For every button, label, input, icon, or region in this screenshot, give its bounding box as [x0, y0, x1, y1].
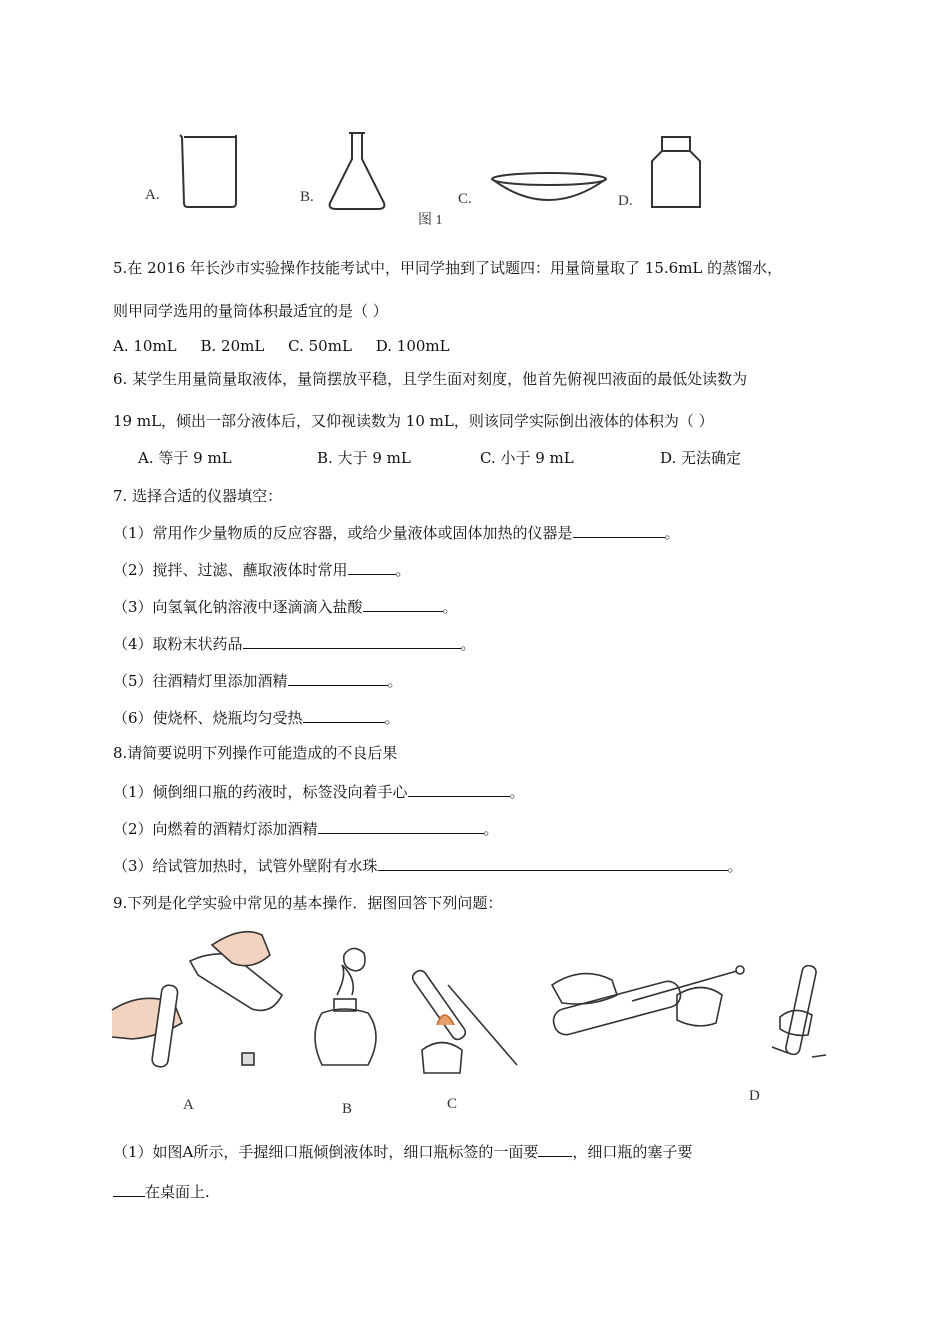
- q7-item-6: [113, 707, 400, 728]
- q7-answer-blank-1[interactable]: [573, 522, 665, 538]
- figure-9: [112, 925, 872, 1125]
- figure-9-label-a: A: [183, 1097, 194, 1113]
- q9-sub-1-line-2: [113, 1181, 210, 1202]
- beaker-drawing: [180, 135, 236, 207]
- q6-option-b: B. 大于 9 mL: [317, 449, 411, 467]
- q7-item-4-text: （4）取粉末状药品: [113, 635, 243, 653]
- q7-title: 7. 选择合适的仪器填空：: [113, 487, 283, 505]
- conical-flask-drawing: [330, 133, 385, 209]
- q6-option-d: D. 无法确定: [660, 449, 742, 467]
- q9-sub-1-line-1: [113, 1141, 692, 1162]
- q9-sub-1-text-c: 在桌面上.: [145, 1183, 210, 1201]
- figure-1-label-d: D.: [618, 193, 633, 209]
- q6-option-c: C. 小于 9 mL: [480, 449, 574, 467]
- figure-1-label-c: C.: [458, 191, 472, 207]
- q7-item-6-text: （6）使烧杯、烧瓶均匀受热: [113, 709, 303, 727]
- pouring-liquid-drawing: [112, 932, 282, 1068]
- q7-answer-blank-6[interactable]: [303, 707, 385, 723]
- q7-item-3: [113, 596, 458, 617]
- q8-item-2-end: 。: [483, 820, 499, 838]
- q7-item-2-end: 。: [395, 561, 411, 579]
- q7-item-5: [113, 670, 403, 691]
- q7-item-1-end: 。: [664, 524, 680, 542]
- q8-item-1-text: （1）倾倒细口瓶的药液时，标签没向着手心: [113, 783, 408, 801]
- q7-item-2: [113, 559, 411, 580]
- q8-answer-blank-3[interactable]: [378, 855, 728, 871]
- q8-item-1-end: 。: [509, 783, 525, 801]
- q9-answer-blank-2[interactable]: [113, 1181, 145, 1197]
- heating-test-tube-drawing: [410, 968, 517, 1073]
- figure-1: [140, 125, 740, 235]
- q7-item-6-end: 。: [384, 709, 400, 727]
- reagent-bottle-drawing: [652, 137, 700, 207]
- q5-line-1: 5.在 2016 年长沙市实验操作技能考试中，甲同学抽到了试题四：用量筒量取了 15.6mL 的蒸馏水，: [113, 259, 783, 277]
- q7-answer-blank-4[interactable]: [243, 633, 461, 649]
- q8-answer-blank-2[interactable]: [318, 818, 484, 834]
- figure-9-label-b: B: [342, 1101, 353, 1117]
- q8-item-2-text: （2）向燃着的酒精灯添加酒精: [113, 820, 318, 838]
- figure-9-label-d: D: [749, 1088, 760, 1104]
- figure-1-caption: 图 1: [418, 213, 443, 228]
- q7-item-2-text: （2）搅拌、过滤、蘸取液体时常用: [113, 561, 348, 579]
- cleaning-test-tube-drawing: [551, 966, 744, 1037]
- q5-options: A. 10mL B. 20mL C. 50mL D. 100mL: [113, 337, 450, 355]
- shaking-test-tube-drawing: [772, 965, 826, 1057]
- q8-item-3-text: （3）给试管加热时，试管外壁附有水珠: [113, 857, 378, 875]
- q6-line-2: 19 mL，倾出一部分液体后，又仰视读数为 10 mL，则该同学实际倒出液体的体积为（ ）: [113, 412, 714, 430]
- lab-operations-drawings: [112, 925, 872, 1115]
- q8-item-1: [113, 781, 525, 802]
- evaporating-dish-drawing: [492, 173, 606, 200]
- alcohol-lamp-drawing: [315, 948, 376, 1065]
- q7-item-5-text: （5）往酒精灯里添加酒精: [113, 672, 288, 690]
- q6-line-1: 6. 某学生用量筒量取液体，量筒摆放平稳，且学生面对刻度，他首先俯视凹液面的最低处读数为: [113, 370, 748, 388]
- q7-answer-blank-5[interactable]: [288, 670, 388, 686]
- q5-line-2: 则甲同学选用的量筒体积最适宜的是（ ）: [113, 302, 388, 320]
- figure-1-label-b: B.: [300, 189, 314, 205]
- q8-item-2: [113, 818, 499, 839]
- q8-item-3-end: 。: [727, 857, 743, 875]
- q7-item-3-text: （3）向氢氧化钠溶液中逐滴滴入盐酸: [113, 598, 363, 616]
- q7-item-1: [113, 522, 680, 543]
- q8-title: 8.请简要说明下列操作可能造成的不良后果: [113, 744, 398, 762]
- q7-answer-blank-2[interactable]: [348, 559, 396, 575]
- q7-item-1-text: （1）常用作少量物质的反应容器，或给少量液体或固体加热的仪器是: [113, 524, 573, 542]
- figure-9-label-c: C: [447, 1096, 458, 1112]
- q7-answer-blank-3[interactable]: [363, 596, 443, 612]
- q8-item-3: [113, 855, 743, 876]
- q6-option-a: A. 等于 9 mL: [138, 449, 232, 467]
- q9-sub-1-text-a: （1）如图A所示，手握细口瓶倾倒液体时，细口瓶标签的一面要: [113, 1143, 539, 1161]
- q9-title: 9.下列是化学实验中常见的基本操作．据图回答下列问题：: [113, 894, 503, 912]
- q8-answer-blank-1[interactable]: [408, 781, 510, 797]
- q7-item-4: [113, 633, 476, 654]
- q7-item-5-end: 。: [387, 672, 403, 690]
- q9-sub-1-text-b: ，细口瓶的塞子要: [572, 1143, 693, 1161]
- q7-item-4-end: 。: [460, 635, 476, 653]
- figure-1-label-a: A.: [145, 187, 160, 203]
- q9-answer-blank-1[interactable]: [538, 1141, 572, 1157]
- q7-item-3-end: 。: [442, 598, 458, 616]
